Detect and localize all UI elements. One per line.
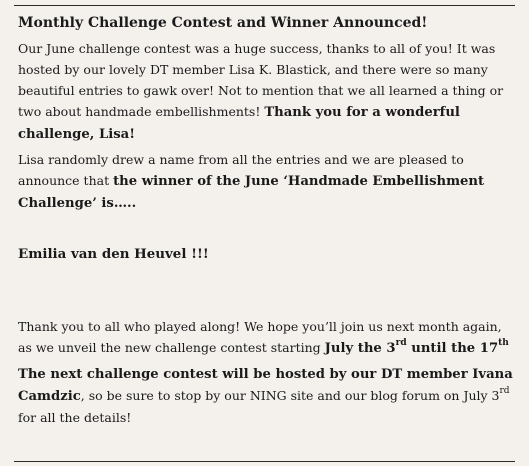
paragraph-announcement bbox=[18, 149, 516, 214]
next-host-text: The next challenge contest will be hosted by our DT member Ivana Camdzic bbox=[18, 367, 513, 404]
winner-name: Emilia van den Heuvel !!! bbox=[18, 246, 209, 262]
winner-intro-text: the winner of the June ‘Handmade Embellishment Challenge’ is….. bbox=[18, 174, 485, 211]
announcement-text: Lisa randomly drew a name from all the entries and we are pleased to announce that bbox=[18, 152, 464, 188]
blog-post bbox=[18, 13, 516, 432]
next-host-details: , so be sure to stop by our NING site and our blog forum on July 3rd for all the details! bbox=[18, 385, 510, 425]
top-divider bbox=[14, 5, 515, 6]
thanks-text: Thank you to all who played along! We hope you’ll join us next month again, as we unveil the new challenge contest starting bbox=[18, 319, 502, 355]
start-date-text: July the 3rd until the 17th bbox=[324, 337, 509, 356]
paragraph-thanks bbox=[18, 316, 516, 359]
intro-text: Our June challenge contest was a huge success, thanks to all of you! It was hosted by our lovely DT member Lisa K. Blastick, and there were so many beautiful entries to gawk over! Not to mention that we all learned a thing or two about handmade embellishments! bbox=[18, 41, 504, 119]
bottom-divider bbox=[14, 461, 515, 462]
paragraph-intro bbox=[18, 38, 516, 145]
thank-you-text: Thank you for a wonderful challenge, Lisa! bbox=[18, 105, 460, 142]
post-title: Monthly Challenge Contest and Winner Announced! bbox=[18, 15, 428, 31]
paragraph-next-host bbox=[18, 363, 516, 428]
